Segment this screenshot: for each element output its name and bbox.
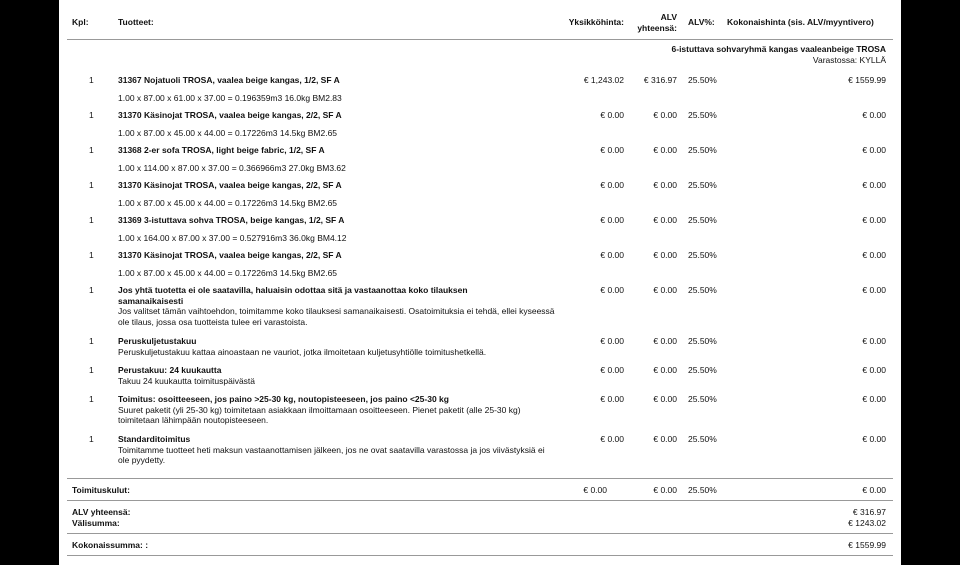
item-vat: € 0.00 xyxy=(653,110,677,120)
item-unit-price: € 0.00 xyxy=(600,250,624,260)
item-detail: 1.00 x 87.00 x 45.00 x 44.00 = 0.17226m3 14.5kg BM2.65 xyxy=(118,268,338,278)
invoice-sheet xyxy=(59,0,901,565)
option-block xyxy=(118,394,558,426)
item-name: 31368 2-er sofa TROSA, light beige fabric, 1/2, SF A xyxy=(118,145,325,155)
grand-total-label: Kokonaissumma: : xyxy=(72,540,149,550)
header-total: Kokonaishinta (sis. ALV/myyntivero) xyxy=(727,17,874,27)
item-vat-pct: 25.50% xyxy=(688,250,717,260)
option-title: Toimitus: osoitteeseen, jos paino >25-30 kg, noutopisteeseen, jos paino <25-30 kg xyxy=(118,394,449,404)
option-vat-pct: 25.50% xyxy=(688,285,717,295)
option-title: Peruskuljetustakuu xyxy=(118,336,197,346)
option-block xyxy=(118,336,558,357)
grand-total-value: € 1559.99 xyxy=(848,540,886,550)
item-unit-price: € 0.00 xyxy=(600,180,624,190)
option-total: € 0.00 xyxy=(862,434,886,444)
option-vat: € 0.00 xyxy=(653,336,677,346)
item-detail: 1.00 x 87.00 x 45.00 x 44.00 = 0.17226m3 14.5kg BM2.65 xyxy=(118,198,338,208)
item-name: 31370 Käsinojat TROSA, vaalea beige kangas, 2/2, SF A xyxy=(118,110,342,120)
option-vat: € 0.00 xyxy=(653,285,677,295)
item-total: € 0.00 xyxy=(862,250,886,260)
item-name: 31367 Nojatuoli TROSA, vaalea beige kangas, 1/2, SF A xyxy=(118,75,340,85)
item-qty: 1 xyxy=(89,145,94,155)
shipping-divider xyxy=(67,478,893,479)
item-total: € 0.00 xyxy=(862,110,886,120)
option-unit-price: € 0.00 xyxy=(600,394,624,404)
item-unit-price: € 1,243.02 xyxy=(583,75,624,85)
item-qty: 1 xyxy=(89,110,94,120)
option-block xyxy=(118,434,558,466)
item-qty: 1 xyxy=(89,250,94,260)
header-qty: Kpl: xyxy=(72,17,89,27)
option-qty: 1 xyxy=(89,336,94,346)
item-vat: € 0.00 xyxy=(653,250,677,260)
item-name: 31369 3-istuttava sohva TROSA, beige kangas, 1/2, SF A xyxy=(118,215,345,225)
item-qty: 1 xyxy=(89,180,94,190)
option-unit-price: € 0.00 xyxy=(600,285,624,295)
option-description: Takuu 24 kuukautta toimituspäivästä xyxy=(118,375,256,386)
option-total: € 0.00 xyxy=(862,285,886,295)
option-vat: € 0.00 xyxy=(653,365,677,375)
group-stock: Varastossa: KYLLÄ xyxy=(812,55,886,65)
item-total: € 0.00 xyxy=(862,180,886,190)
option-unit-price: € 0.00 xyxy=(600,365,624,375)
item-detail: 1.00 x 114.00 x 87.00 x 37.00 = 0.366966m3 27.0kg BM3.62 xyxy=(118,163,346,173)
shipping-pct: 25.50% xyxy=(688,485,717,495)
item-detail: 1.00 x 87.00 x 61.00 x 37.00 = 0.196359m3 16.0kg BM2.83 xyxy=(118,93,342,103)
option-qty: 1 xyxy=(89,285,94,295)
option-vat: € 0.00 xyxy=(653,434,677,444)
item-vat-pct: 25.50% xyxy=(688,215,717,225)
group-title: 6-istuttava sohvaryhmä kangas vaaleanbeige TROSA xyxy=(671,44,886,54)
option-total: € 0.00 xyxy=(862,336,886,346)
item-vat-pct: 25.50% xyxy=(688,145,717,155)
grand-divider-top xyxy=(67,533,893,534)
item-detail: 1.00 x 164.00 x 87.00 x 37.00 = 0.527916m3 36.0kg BM4.12 xyxy=(118,233,347,243)
item-total: € 0.00 xyxy=(862,145,886,155)
shipping-label: Toimituskulut: xyxy=(72,485,130,495)
item-vat-pct: 25.50% xyxy=(688,75,717,85)
summary-divider xyxy=(67,500,893,501)
item-unit-price: € 0.00 xyxy=(600,110,624,120)
item-unit-price: € 0.00 xyxy=(600,215,624,225)
option-vat-pct: 25.50% xyxy=(688,336,717,346)
header-unit-price: Yksikköhinta: xyxy=(568,17,624,27)
option-vat-pct: 25.50% xyxy=(688,434,717,444)
header-vat-total-2: yhteensä: xyxy=(637,23,677,33)
header-vat-pct: ALV%: xyxy=(688,17,715,27)
option-title: Perustakuu: 24 kuukautta xyxy=(118,365,222,375)
option-vat-pct: 25.50% xyxy=(688,394,717,404)
item-vat-pct: 25.50% xyxy=(688,110,717,120)
item-unit-price: € 0.00 xyxy=(600,145,624,155)
item-total: € 0.00 xyxy=(862,215,886,225)
item-detail: 1.00 x 87.00 x 45.00 x 44.00 = 0.17226m3 14.5kg BM2.65 xyxy=(118,128,338,138)
option-description: Suuret paketit (yli 25-30 kg) toimitetaan asiakkaan ilmoittamaan osoitteeseen. Pienet paketit (alle 25-30 kg) toimitetaan lähimpään noutopisteeseen. xyxy=(118,404,521,425)
item-name: 31370 Käsinojat TROSA, vaalea beige kangas, 2/2, SF A xyxy=(118,180,342,190)
item-vat: € 0.00 xyxy=(653,180,677,190)
option-unit-price: € 0.00 xyxy=(600,336,624,346)
item-vat: € 316.97 xyxy=(643,75,677,85)
shipping-total: € 0.00 xyxy=(862,485,886,495)
summary-sub-label: Välisumma: xyxy=(72,518,120,528)
option-block xyxy=(118,285,555,327)
option-description: Peruskuljetustakuu kattaa ainoastaan ne vauriot, jotka ilmoitetaan kuljetusyhtiölle toimitushetkellä. xyxy=(118,346,487,357)
summary-vat-label: ALV yhteensä: xyxy=(72,507,131,517)
option-title: Jos yhtä tuotetta ei ole saatavilla, haluaisin odottaa sitä ja vastaanottaa koko tilauksen samanaikaisesti xyxy=(118,285,468,306)
item-name: 31370 Käsinojat TROSA, vaalea beige kangas, 2/2, SF A xyxy=(118,250,342,260)
header-vat-total-1: ALV xyxy=(660,12,677,22)
option-vat-pct: 25.50% xyxy=(688,365,717,375)
option-block xyxy=(118,365,558,386)
shipping-unit: € 0.00 xyxy=(583,485,607,495)
option-qty: 1 xyxy=(89,434,94,444)
option-qty: 1 xyxy=(89,394,94,404)
item-vat-pct: 25.50% xyxy=(688,180,717,190)
option-title: Standarditoimitus xyxy=(118,434,191,444)
option-description: Jos valitset tämän vaihtoehdon, toimitamme koko tilauksesi samanaikaisesti. Osatoimituksia ei tehdä, ellei kyseessä ole tilaus, jossa osa tuotteista tulee eri varastoista. xyxy=(118,306,555,327)
item-vat: € 0.00 xyxy=(653,145,677,155)
item-qty: 1 xyxy=(89,215,94,225)
header-divider xyxy=(67,39,893,40)
item-vat: € 0.00 xyxy=(653,215,677,225)
option-vat: € 0.00 xyxy=(653,394,677,404)
option-unit-price: € 0.00 xyxy=(600,434,624,444)
item-total: € 1559.99 xyxy=(848,75,886,85)
summary-sub-value: € 1243.02 xyxy=(848,518,886,528)
option-description: Toimitamme tuotteet heti maksun vastaanottamisen jälkeen, jos ne ovat saatavilla varastossa ja jos viivästyksiä ei ole pyydetty. xyxy=(118,444,545,465)
grand-divider-bottom xyxy=(67,555,893,556)
header-product: Tuotteet: xyxy=(118,17,154,27)
option-qty: 1 xyxy=(89,365,94,375)
item-qty: 1 xyxy=(89,75,94,85)
option-total: € 0.00 xyxy=(862,394,886,404)
option-total: € 0.00 xyxy=(862,365,886,375)
summary-vat-value: € 316.97 xyxy=(852,507,886,517)
shipping-vat: € 0.00 xyxy=(653,485,677,495)
